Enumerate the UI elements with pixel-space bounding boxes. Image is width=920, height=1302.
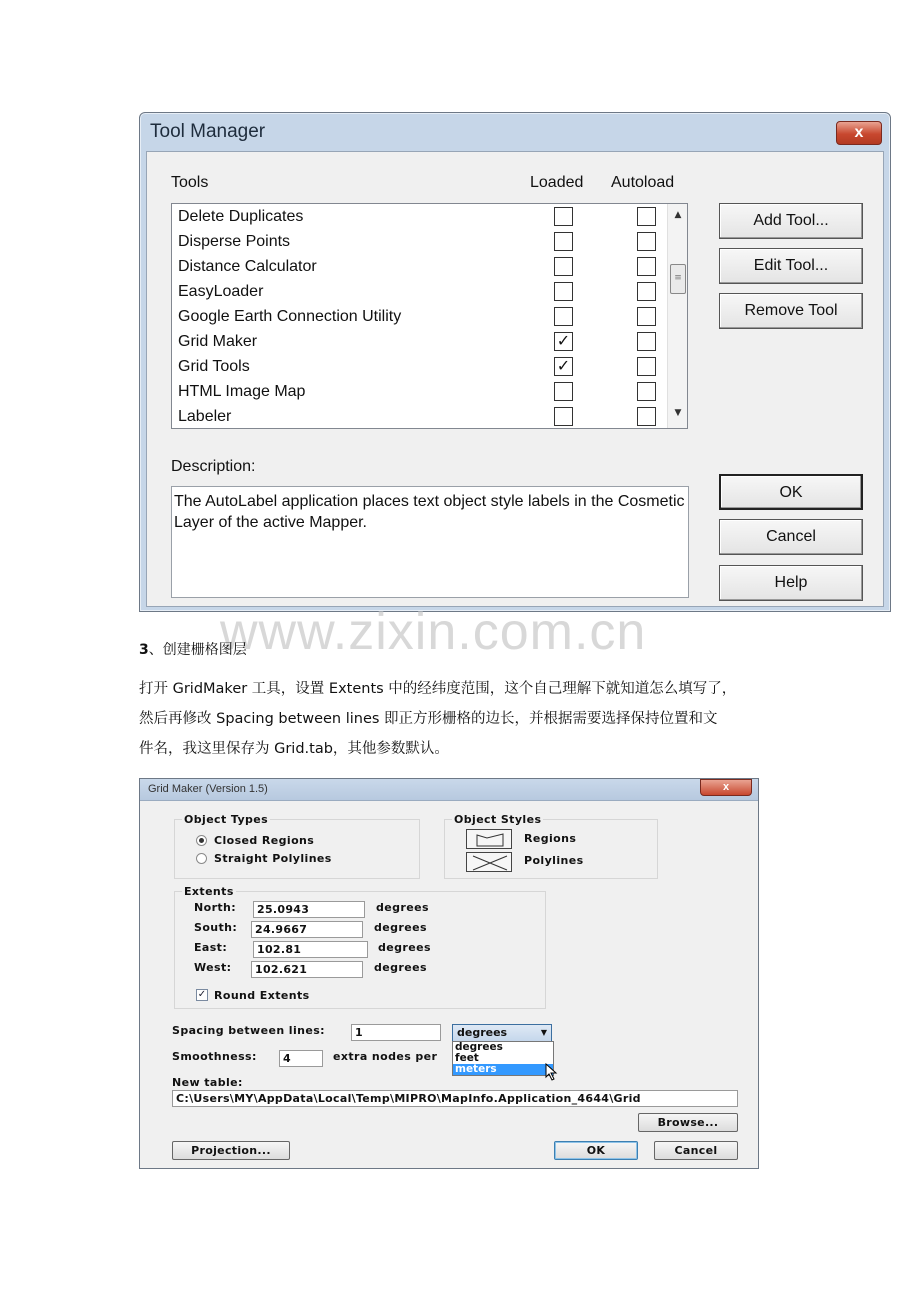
tools-list[interactable] <box>171 203 688 429</box>
loaded-checkbox[interactable] <box>554 207 573 226</box>
edit-tool-button[interactable]: Edit Tool... <box>719 248 863 284</box>
south-unit: degrees <box>374 921 427 934</box>
autoload-checkbox[interactable] <box>637 357 656 376</box>
south-label: South: <box>194 921 238 934</box>
loaded-checkbox[interactable] <box>554 307 573 326</box>
loaded-column-header: Loaded <box>530 174 584 191</box>
chevron-down-icon: ▼ <box>540 1028 547 1037</box>
heading-number: 3 <box>139 642 149 658</box>
add-tool-button[interactable]: Add Tool... <box>719 203 863 239</box>
object-styles-label: Object Styles <box>454 813 542 826</box>
autoload-column-header: Autoload <box>611 174 675 191</box>
north-label: North: <box>194 901 237 914</box>
spacing-unit-value: degrees <box>457 1026 508 1039</box>
object-types-label: Object Types <box>184 813 269 826</box>
autoload-checkbox[interactable] <box>637 232 656 251</box>
loaded-checkbox[interactable] <box>554 257 573 276</box>
tool-name: Distance Calculator <box>178 258 317 275</box>
help-button[interactable]: Help <box>719 565 863 601</box>
tool-row[interactable] <box>178 329 658 354</box>
cancel-button[interactable]: Cancel <box>654 1141 738 1160</box>
loaded-checkbox[interactable] <box>554 232 573 251</box>
projection-button[interactable]: Projection... <box>172 1141 290 1160</box>
scroll-down-icon[interactable]: ▼ <box>674 408 682 418</box>
tool-row[interactable] <box>178 254 658 279</box>
tool-name: Grid Maker <box>178 333 258 350</box>
close-icon[interactable]: x <box>700 779 752 796</box>
tool-manager-body <box>146 151 884 607</box>
cancel-button[interactable]: Cancel <box>719 519 863 555</box>
polyline-style-icon <box>467 853 513 873</box>
round-extents-label: Round Extents <box>214 989 310 1002</box>
west-label: West: <box>194 961 232 974</box>
watermark: www.zixin.com.cn <box>220 603 647 661</box>
browse-button[interactable]: Browse... <box>638 1113 738 1132</box>
heading-text: 、创建栅格图层 <box>148 642 247 658</box>
straight-polylines-label: Straight Polylines <box>214 852 332 865</box>
unit-dropdown-list[interactable] <box>452 1041 554 1076</box>
loaded-checkbox[interactable] <box>554 382 573 401</box>
tools-scrollbar[interactable] <box>667 204 687 428</box>
smoothness-input[interactable]: 4 <box>279 1050 323 1067</box>
polylines-style-button[interactable] <box>466 852 512 872</box>
regions-style-label: Regions <box>524 832 577 845</box>
tool-row[interactable] <box>178 379 658 404</box>
ok-button[interactable]: OK <box>719 474 863 510</box>
autoload-checkbox[interactable] <box>637 257 656 276</box>
loaded-checkbox[interactable] <box>554 282 573 301</box>
grid-maker-titlebar <box>140 779 758 801</box>
east-unit: degrees <box>378 941 431 954</box>
east-input[interactable]: 102.81 <box>253 941 368 958</box>
tool-name: EasyLoader <box>178 283 264 300</box>
extents-label: Extents <box>184 885 234 898</box>
smoothness-suffix: extra nodes per <box>333 1050 438 1063</box>
polylines-style-label: Polylines <box>524 854 584 867</box>
tool-name: HTML Image Map <box>178 383 306 400</box>
tool-name: Google Earth Connection Utility <box>178 308 402 325</box>
region-style-icon <box>467 830 513 850</box>
unit-option[interactable]: degrees <box>455 1041 503 1053</box>
tool-row[interactable] <box>178 204 658 229</box>
autoload-checkbox[interactable] <box>637 307 656 326</box>
west-input[interactable]: 102.621 <box>251 961 363 978</box>
smoothness-label: Smoothness: <box>172 1050 257 1063</box>
spacing-label: Spacing between lines: <box>172 1024 325 1037</box>
scroll-thumb[interactable]: ≡ <box>670 264 686 294</box>
tool-row[interactable] <box>178 354 658 379</box>
paragraph-line: 然后再修改 Spacing between lines 即正方形栅格的边长，并根据需要选择保持位置和文 <box>139 711 718 727</box>
tool-row[interactable] <box>178 279 658 304</box>
object-types-group <box>174 819 420 879</box>
north-input[interactable]: 25.0943 <box>253 901 365 918</box>
tool-manager-title: Tool Manager <box>150 121 266 142</box>
new-table-path-input[interactable]: C:\Users\MY\AppData\Local\Temp\MIPRO\MapInfo.Application_4644\Grid <box>172 1090 738 1107</box>
description-box: The AutoLabel application places text object style labels in the Cosmetic Layer of the active Mapper. <box>171 486 689 598</box>
unit-option[interactable]: feet <box>455 1052 479 1064</box>
tool-row[interactable] <box>178 229 658 254</box>
tool-name: Disperse Points <box>178 233 291 250</box>
unit-option[interactable]: meters <box>453 1064 553 1075</box>
closed-regions-label: Closed Regions <box>214 834 315 847</box>
autoload-checkbox[interactable] <box>637 282 656 301</box>
regions-style-button[interactable] <box>466 829 512 849</box>
autoload-checkbox[interactable] <box>637 332 656 351</box>
spacing-input[interactable]: 1 <box>351 1024 441 1041</box>
section-heading <box>139 639 247 659</box>
paragraph-line: 打开 GridMaker 工具，设置 Extents 中的经纬度范围，这个自己理解下就知道怎么填写了， <box>139 681 737 697</box>
scroll-up-icon[interactable]: ▲ <box>674 210 682 220</box>
tool-name: Delete Duplicates <box>178 208 304 225</box>
tool-row[interactable] <box>178 304 658 329</box>
loaded-checkbox[interactable]: ✓ <box>554 357 573 376</box>
remove-tool-button[interactable]: Remove Tool <box>719 293 863 329</box>
round-extents-checkbox[interactable]: ✓ <box>197 989 207 1000</box>
tools-column-header: Tools <box>171 174 209 191</box>
grid-maker-window <box>139 778 759 1169</box>
loaded-checkbox[interactable] <box>554 407 573 426</box>
north-unit: degrees <box>376 901 429 914</box>
tool-row[interactable] <box>178 404 658 429</box>
description-label: Description: <box>171 458 256 475</box>
south-input[interactable]: 24.9667 <box>251 921 363 938</box>
spacing-unit-select[interactable] <box>452 1024 552 1042</box>
tool-name: Grid Tools <box>178 358 250 375</box>
autoload-checkbox[interactable] <box>637 407 656 426</box>
autoload-checkbox[interactable] <box>637 207 656 226</box>
east-label: East: <box>194 941 228 954</box>
paragraph-line: 件名，我这里保存为 Grid.tab，其他参数默认。 <box>139 741 449 757</box>
closed-regions-radio[interactable] <box>196 835 207 846</box>
new-table-label: New table: <box>172 1076 243 1089</box>
close-icon[interactable]: x <box>836 121 882 145</box>
tool-manager-window <box>139 112 891 612</box>
west-unit: degrees <box>374 961 427 974</box>
straight-polylines-radio[interactable] <box>196 853 207 864</box>
tool-name: Labeler <box>178 408 232 425</box>
loaded-checkbox[interactable]: ✓ <box>554 332 573 351</box>
ok-button[interactable]: OK <box>554 1141 638 1160</box>
grid-maker-title: Grid Maker (Version 1.5) <box>148 783 268 795</box>
autoload-checkbox[interactable] <box>637 382 656 401</box>
mouse-cursor-icon <box>545 1063 559 1081</box>
